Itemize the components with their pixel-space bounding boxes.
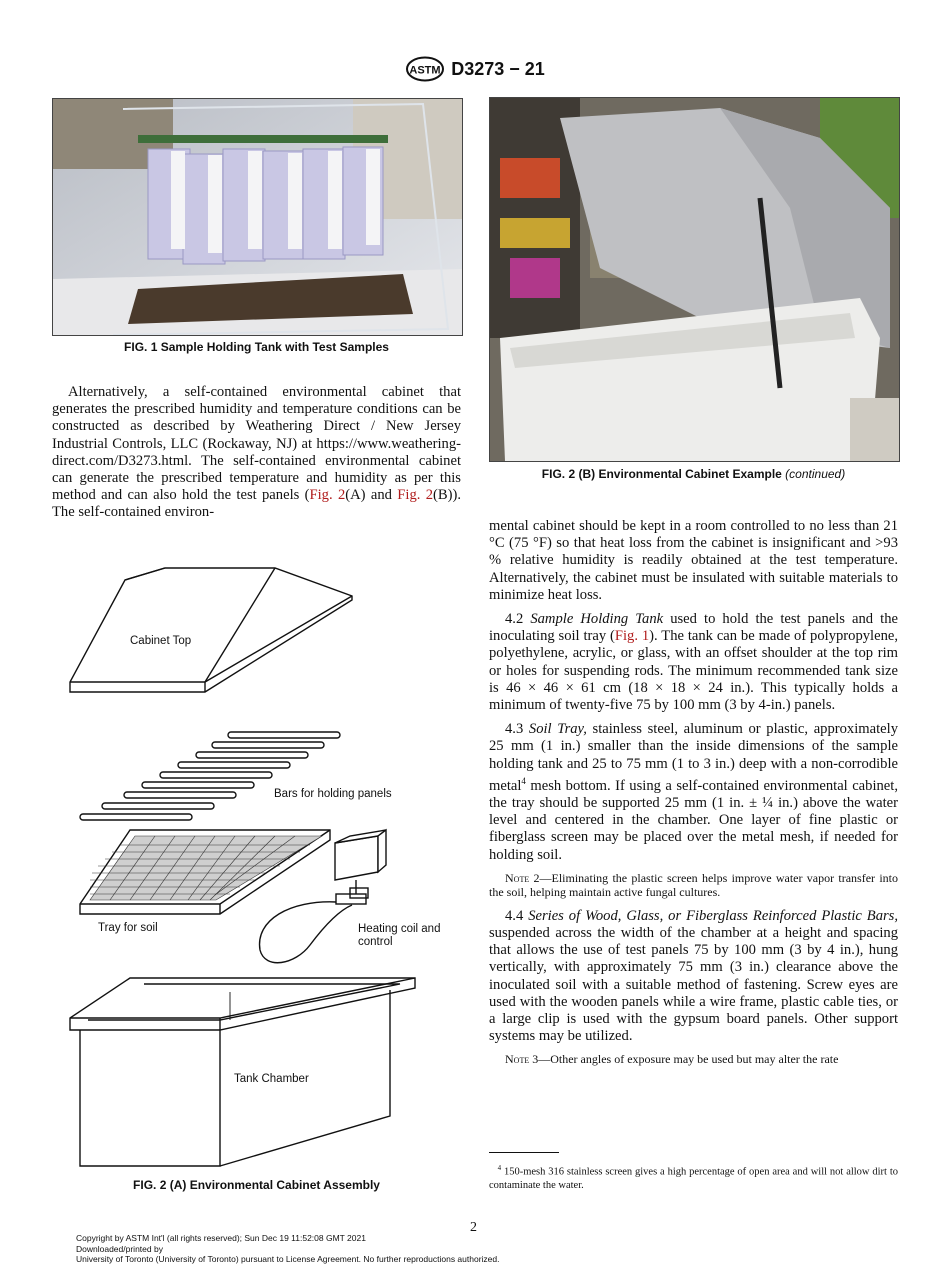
label-tray: Tray for soil	[98, 922, 158, 934]
section-4-3: 4.3 Soil Tray, stainless steel, aluminum or plastic, approximately 25 mm (1 in.) smaller than the inside dimensions of the sample holding tank and 25 to 75 mm (1 to 3 in.) deep with a non-corrodible metal$^4$ mesh bottom. If using a self-contained environmental cabinet, the tray should be supported 25 mm (1 in. ± ¼ in.) above the water level and centered in the chamber. One layer of fine plastic or fiberglass screen may be placed over the metal mesh, if needed for holding soil.	[489, 721, 898, 863]
note-3: Note 3—Other angles of exposure may be used but may alter the rate	[505, 1052, 839, 1067]
fig1-link[interactable]: Fig. 1	[614, 628, 650, 645]
heating-box	[335, 830, 386, 904]
fig2b-photo	[489, 97, 900, 462]
holding-bars	[80, 732, 340, 820]
section-4-2: 4.2 Sample Holding Tank used to hold the test panels and the inoculating soil tray (Fig. 1). The tank can be made of polypropylene, polyethylene, acrylic, or glass, with an offset shoulder at the top rim or holes for suspending rods. The minimum recommended tank size is 46 × 46 × 61 cm (18 × 18 × 24 in.). This typically holds a minimum of twenty-five 75 by 100 mm (3 by 4-in.) panels.	[489, 611, 899, 714]
fig2a-caption: FIG. 2 (A) Environmental Cabinet Assembly	[133, 1178, 380, 1192]
fig1-caption: FIG. 1 Sample Holding Tank with Test Samples	[124, 340, 389, 354]
page-number: 2	[470, 1220, 477, 1235]
fig2-link[interactable]: Fig. 2	[397, 487, 434, 504]
left-column-text: Alternatively, a self-contained environmental cabinet that generates the prescribed humidity and temperature conditions can be constructed as described by Weathering Direct / New Jersey Industrial Controls, LLC (Rockaway, NJ) at https://www.weathering-direct.com/D3273.html. The self-contained environmental cabinet can generate the prescribed temperature and humidity as per this method and can also hold the test panels (Fig. 2(A) and Fig. 2(B)). The self-contained environ-	[52, 384, 462, 521]
heating-cable	[260, 902, 352, 963]
fig1-photo	[52, 98, 463, 336]
label-bars: Bars for holding panels	[274, 788, 392, 800]
astm-logo-icon	[405, 56, 445, 82]
label-cabinet-top: Cabinet Top	[130, 635, 192, 647]
document-id: D3273 − 21	[451, 58, 545, 79]
copyright-footer: Copyright by ASTM Int'l (all rights reserved); Sun Dec 19 11:52:08 GMT 2021 Downloaded/printed by University of Toronto (University of Toronto) pursuant to License Agreement. No further reproductions authorized.	[76, 1233, 500, 1264]
right-column-text	[489, 518, 898, 1075]
section-4-4: 4.4 Series of Wood, Glass, or Fiberglass Reinforced Plastic Bars, suspended across the width of the chamber at a height and spacing that allows the use of test panels 75 by 100 mm (3 by 4 in.), hung vertically, with approximately 75 mm (3 in.) clearance above the inoculated soil with a suitable method of fastening. Screw eyes are used with the wooden panels while a wire frame, plastic cable ties, or a large clip is used with the gypsum board panels. Other support systems may be utilized.	[489, 907, 898, 1045]
tank-chamber	[70, 978, 415, 1166]
fig2a-drawing	[60, 560, 460, 1172]
footnote: $^4$ 150-mesh 316 stainless screen gives a high percentage of open area and will not allow dirt to contaminate the water.	[489, 1164, 899, 1191]
label-heating-2: control	[358, 936, 393, 948]
fig2-link[interactable]: Fig. 2	[309, 487, 346, 504]
label-heating: Heating coil and	[358, 923, 441, 935]
footnote-rule	[489, 1152, 559, 1153]
note-2: Note 2—Eliminating the plastic screen helps improve water vapor transfer into the soil, helping maintain active fungal cultures.	[489, 870, 898, 900]
label-tank: Tank Chamber	[234, 1073, 309, 1085]
page-header	[0, 56, 950, 82]
para-continuation: mental cabinet should be kept in a room controlled to no less than 21 °C (75 °F) so that heat loss from the cabinet is insignificant and >93 % relative humidity is readily obtained at the test temperature. Alternatively, the cabinet must be insulated with suitable materials to minimize heat loss.	[489, 518, 898, 603]
fig2b-continued: (continued)	[785, 467, 846, 481]
svg-text:ASTM: ASTM	[409, 64, 441, 77]
fig2b-caption: FIG. 2 (B) Environmental Cabinet Example (continued)	[541, 467, 846, 481]
